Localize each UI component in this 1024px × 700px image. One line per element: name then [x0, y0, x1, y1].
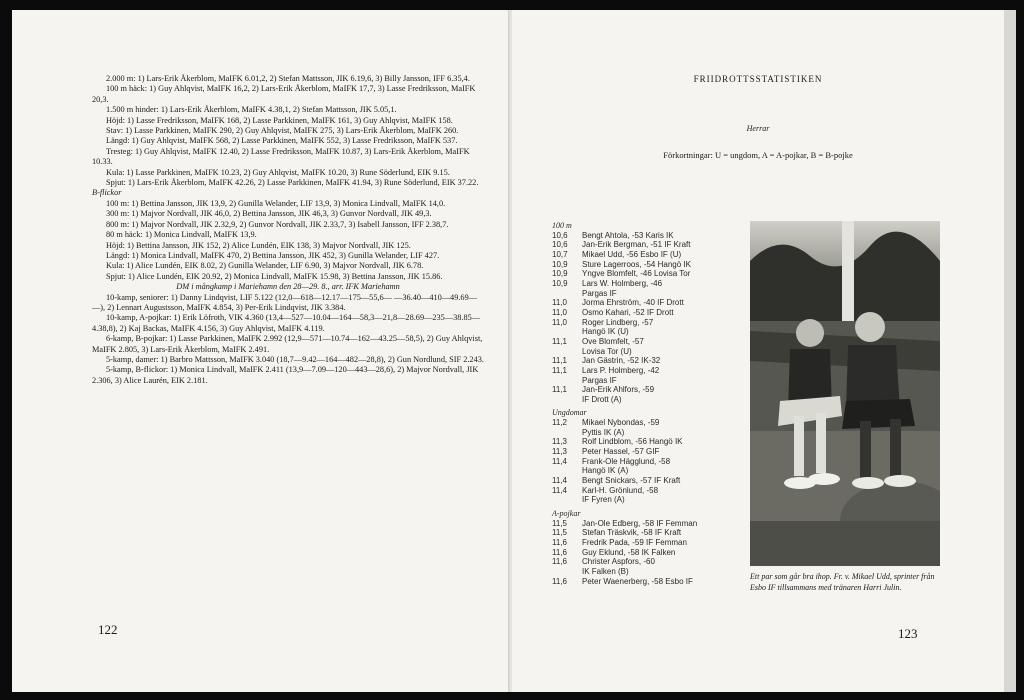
- result-paragraph: Spjut: 1) Alice Lundén, EIK 20.92, 2) Monica Lindvall, MaIFK 15.98, 3) Bettina Jansson, JIK 15.86.: [106, 271, 443, 281]
- page-number-right: 123: [898, 626, 918, 641]
- result-time: 11,4: [552, 456, 567, 466]
- result-time: 10,7: [552, 249, 568, 259]
- result-paragraph: Spjut: 1) Lars-Erik Åkerblom, MaIFK 42.26, 2) Lasse Parkkinen, MaIFK 41.94, 3) Rune Söderlund, EIK 37.22.: [106, 178, 479, 188]
- result-athlete: Karl-H. Grönlund, -58: [582, 485, 659, 495]
- group-heading-apojkar: A-pojkar: [552, 509, 581, 519]
- result-athlete: Bengt Snickars, -57 IF Kraft: [582, 476, 681, 486]
- result-row: [552, 337, 752, 347]
- result-paragraph: Höjd: 1) Bettina Jansson, JIK 152, 2) Alice Lundén, EIK 138, 3) Majvor Nordvall, JIK 125.: [106, 240, 411, 250]
- abbreviations-line: Förkortningar: U = ungdom, A = A-pojkar, B = B-pojke: [663, 150, 853, 160]
- result-athlete: Hangö IK (U): [582, 327, 629, 337]
- page-title: FRIIDROTTSSTATISTIKEN: [693, 74, 823, 84]
- group-heading-ungdomar: Ungdomar: [552, 408, 587, 418]
- result-time: 11,3: [552, 447, 567, 457]
- result-time: 11,0: [552, 317, 567, 327]
- result-row: [552, 447, 752, 457]
- result-row: [552, 269, 752, 279]
- result-paragraph: 80 m häck: 1) Monica Lindvall, MaIFK 13,9.: [106, 230, 257, 240]
- result-row: [552, 466, 752, 476]
- result-row: [552, 347, 752, 357]
- result-athlete: Lars P. Holmberg, -42: [582, 365, 660, 375]
- result-paragraph: Stav: 1) Lasse Parkkinen, MaIFK 290, 2) Guy Ahlqvist, MaIFK 275, 3) Lars-Erik Åkerblom, MaIFK 260.: [106, 126, 459, 136]
- results-list-multievent: [92, 293, 484, 387]
- result-time: 11,6: [552, 547, 567, 557]
- result-paragraph: 10-kamp, A-pojkar: 1) Erik Löfroth, VIK 4.360 (13,4—527—10.04—164—58,3—21,8—28.69—235—38.85—4.38,8), 2) Kaj Backas, MaIFK 4.156, 3) Guy Ahlqvist, MaIFK 4.119.: [92, 313, 481, 333]
- result-athlete: Peter Waenerberg, -58 Esbo IF: [582, 576, 693, 586]
- result-row: [552, 457, 752, 467]
- result-row: [552, 327, 752, 337]
- result-row: [552, 495, 752, 505]
- result-athlete: Mikael Nybondas, -59: [582, 418, 660, 428]
- result-paragraph: 100 m: 1) Bettina Jansson, JIK 13,9, 2) Gunilla Welander, LIF 13,9, 3) Monica Lindvall, MaIFK 14,0.: [106, 198, 446, 208]
- result-row: [552, 250, 752, 260]
- result-row: [552, 308, 752, 318]
- result-row: [552, 528, 752, 538]
- result-row: [552, 231, 752, 241]
- result-athlete: Osmo Kahari, -52 IF Drott: [582, 307, 674, 317]
- left-text-column: [92, 74, 484, 386]
- result-row: [552, 476, 752, 486]
- result-time: 11,3: [552, 437, 567, 447]
- result-time: [552, 395, 582, 405]
- result-time: [552, 495, 582, 505]
- result-row: [552, 519, 752, 529]
- result-paragraph: Längd: 1) Guy Ahlqvist, MaIFK 568, 2) Lasse Parkkinen, MaIFK 552, 3) Lasse Fredriksson, MaIFK 537.: [106, 136, 458, 146]
- result-time: [552, 347, 582, 357]
- right-page: [512, 10, 1004, 692]
- result-row: [552, 548, 752, 558]
- result-paragraph: 5-kamp, B-flickor: 1) Monica Lindvall, MaIFK 2.411 (13,9—7.09—120—443—28,6), 2) Majvor Nordvall, JIK 2.306, 3) Alice Laurén, EIK 2.181.: [92, 365, 479, 385]
- result-athlete: Hangö IK (A): [582, 466, 629, 476]
- result-time: [552, 376, 582, 386]
- result-time: [552, 567, 582, 577]
- result-athlete: Jan-Erik Bergman, -51 IF Kraft: [582, 240, 691, 250]
- photo-caption: Ett par som går bra ihop. Fr. v. Mikael Udd, sprinter från Esbo IF tillsammans med tränaren Harri Julin.: [750, 572, 935, 592]
- result-row: [552, 418, 752, 428]
- event-heading: 100 m: [552, 221, 572, 230]
- result-time: 11,6: [552, 538, 567, 547]
- result-time: 10,9: [552, 269, 568, 279]
- result-row: [552, 318, 752, 328]
- result-paragraph: 800 m: 1) Majvor Nordvall, JIK 2.32,9, 2) Gunvor Nordvall, JIK 2.33,7, 3) Isabell Jansson, IFF 2.38,7.: [106, 219, 449, 229]
- result-athlete: Jan-Ole Edberg, -58 IF Femman: [582, 518, 698, 528]
- result-time: [552, 466, 582, 476]
- result-athlete: Christer Aspfors, -60: [582, 557, 655, 567]
- result-time: 11,1: [552, 336, 567, 346]
- result-time: 11,1: [552, 356, 567, 366]
- result-athlete: Pargas IF: [582, 288, 617, 298]
- result-row: [552, 298, 752, 308]
- photo-illustration: [750, 221, 940, 566]
- result-paragraph: 5-kamp, damer: 1) Barbro Mattsson, MaIFK 3.040 (18,7—9.42—164—482—28,8), 2) Gun Nordlund, SIF 2.243.: [106, 354, 484, 364]
- page-number-left: 122: [98, 622, 118, 637]
- result-time: 11,2: [552, 418, 567, 428]
- result-athlete: Sture Lagerroos, -54 Hangö IK: [582, 259, 691, 269]
- result-time: 11,6: [552, 557, 567, 567]
- result-time: [552, 327, 582, 337]
- result-athlete: Mikael Udd, -56 Esbo IF (U): [582, 249, 682, 259]
- result-athlete: Fredrik Pada, -59 IF Femman: [582, 538, 687, 547]
- result-time: 10,6: [552, 230, 568, 240]
- result-row: [552, 486, 752, 496]
- results-list-girls: [92, 199, 484, 282]
- result-time: 10,9: [552, 278, 568, 288]
- result-paragraph: 2.000 m: 1) Lars-Erik Åkerblom, MaIFK 6.01,2, 2) Stefan Mattsson, JIK 6.19,6, 3) Billy Jansson, IFF 6.35,4.: [106, 74, 470, 83]
- result-athlete: Lovisa Tor (U): [582, 346, 632, 356]
- result-athlete: Pargas IF: [582, 375, 617, 385]
- result-row: [552, 260, 752, 270]
- result-athlete: Bengt Ahtola, -53 Karis IK: [582, 230, 674, 240]
- result-athlete: Roger Lindberg, -57: [582, 317, 654, 327]
- result-row: [552, 567, 752, 577]
- result-time: 10,6: [552, 240, 568, 250]
- result-athlete: Jan Gästrin, -52 IK-32: [582, 356, 661, 366]
- results-group-apojkar: [552, 519, 752, 587]
- result-row: [552, 395, 752, 405]
- result-paragraph: 10-kamp, seniorer: 1) Danny Lindqvist, LIF 5.122 (12,0—618—12.17—175—55,6— —36.40—410—49.69— —), 2) Lennart Augustsson, MaIFK 4.854, 3) Per-Erik Lindqvist, JIK 3.384.: [92, 292, 478, 312]
- result-athlete: Pyttis IK (A): [582, 427, 625, 437]
- result-time: 11,5: [552, 528, 567, 538]
- result-athlete: Ove Blomfelt, -57: [582, 336, 644, 346]
- result-time: 11,5: [552, 518, 567, 528]
- result-row: [552, 538, 752, 548]
- result-time: 11,4: [552, 485, 567, 495]
- result-row: [552, 289, 752, 299]
- result-row: [552, 240, 752, 250]
- result-paragraph: Längd: 1) Monica Lindvall, MaIFK 470, 2) Bettina Jansson, JIK 452, 3) Gunilla Welander, LIF 427.: [106, 250, 440, 260]
- page-subtitle: Herrar: [746, 124, 770, 133]
- statistics-list: [552, 221, 752, 586]
- result-paragraph: Kula: 1) Lasse Parkkinen, MaIFK 10.23, 2) Guy Ahlqvist, MaIFK 10.20, 3) Rune Söderlund, EIK 9.15.: [106, 167, 450, 177]
- photo-two-athletes: [750, 221, 940, 566]
- result-athlete: Jorma Ehrström, -40 IF Drott: [582, 298, 684, 308]
- result-paragraph: 6-kamp, B-pojkar: 1) Lasse Parkkinen, MaIFK 2.992 (12,9—571—10.74—162—43.25—58,5), 2) Guy Ahlqvist, MaIFK 2.805, 3) Lars-Erik Åkerblom, MaIFK 2.491.: [92, 334, 483, 354]
- result-time: 11,4: [552, 476, 567, 486]
- left-page: [12, 10, 510, 692]
- result-time: [552, 428, 582, 438]
- result-time: [552, 289, 582, 299]
- result-athlete: Rolf Lindblom, -56 Hangö IK: [582, 437, 683, 447]
- result-time: 11,0: [552, 307, 567, 317]
- result-row: [552, 428, 752, 438]
- result-row: [552, 557, 752, 567]
- results-list-boys: [92, 74, 484, 188]
- result-row: [552, 437, 752, 447]
- result-paragraph: 1.500 m hinder: 1) Lars-Erik Åkerblom, MaIFK 4.38,1, 2) Stefan Mattsson, JIK 5.05,1.: [106, 105, 397, 115]
- result-row: [552, 356, 752, 366]
- result-paragraph: Höjd: 1) Lasse Fredriksson, MaIFK 168, 2) Lasse Parkkinen, MaIFK 161, 3) Guy Ahlqvist, MaIFK 158.: [106, 115, 453, 125]
- result-athlete: IF Drott (A): [582, 394, 622, 404]
- result-paragraph: Tresteg: 1) Guy Ahlqvist, MaIFK 12.40, 2) Lasse Fredriksson, MaIFK 10.87, 3) Lars-Erik Åkerblom, MaIFK 10.33.: [92, 146, 470, 167]
- result-athlete: Lars W. Holmberg, -46: [582, 278, 663, 288]
- result-time: 11,6: [552, 576, 567, 586]
- result-athlete: IK Falken (B): [582, 566, 629, 576]
- result-athlete: IF Fyren (A): [582, 495, 625, 505]
- result-row: [552, 577, 752, 587]
- result-athlete: Guy Eklund, -58 IK Falken: [582, 547, 676, 557]
- result-athlete: Jan-Erik Ahlfors, -59: [582, 385, 655, 395]
- result-row: [552, 376, 752, 386]
- results-group-herrar: [552, 231, 752, 405]
- result-time: 10,9: [552, 259, 568, 269]
- result-athlete: Yngve Blomfelt, -46 Lovisa Tor: [582, 269, 691, 279]
- result-time: 11,0: [552, 298, 567, 308]
- result-time: 11,1: [552, 385, 567, 395]
- results-group-ungdomar: [552, 418, 752, 505]
- page-edge-stripe: [1004, 10, 1016, 692]
- result-row: [552, 385, 752, 395]
- result-athlete: Peter Hassel, -57 GIF: [582, 447, 660, 457]
- result-athlete: Stefan Träskvik, -58 IF Kraft: [582, 528, 682, 538]
- result-paragraph: 100 m häck: 1) Guy Ahlqvist, MaIFK 16,2, 2) Lars-Erik Åkerblom, MaIFK 17,7, 3) Lasse Fredriksson, MaIFK 20,3.: [92, 84, 476, 104]
- result-time: 11,1: [552, 365, 567, 375]
- result-athlete: Frank-Ole Hägglund, -58: [582, 456, 671, 466]
- result-paragraph: 300 m: 1) Majvor Nordvall, JIK 46,0, 2) Bettina Jansson, JIK 46,3, 3) Gunvor Nordvall, JIK 49,3.: [106, 209, 432, 219]
- section-heading-b-flickor: B-flickor: [92, 188, 122, 198]
- result-row: [552, 279, 752, 289]
- result-row: [552, 366, 752, 376]
- result-paragraph: Kula: 1) Alice Lundén, EIK 8.02, 2) Gunilla Welander, LIF 6.90, 3) Majvor Nordvall, JIK 6.78.: [106, 261, 424, 271]
- section-heading-dm: DM i mångkamp i Mariehamn den 28—29. 8., arr. IFK Mariehamn: [176, 282, 400, 292]
